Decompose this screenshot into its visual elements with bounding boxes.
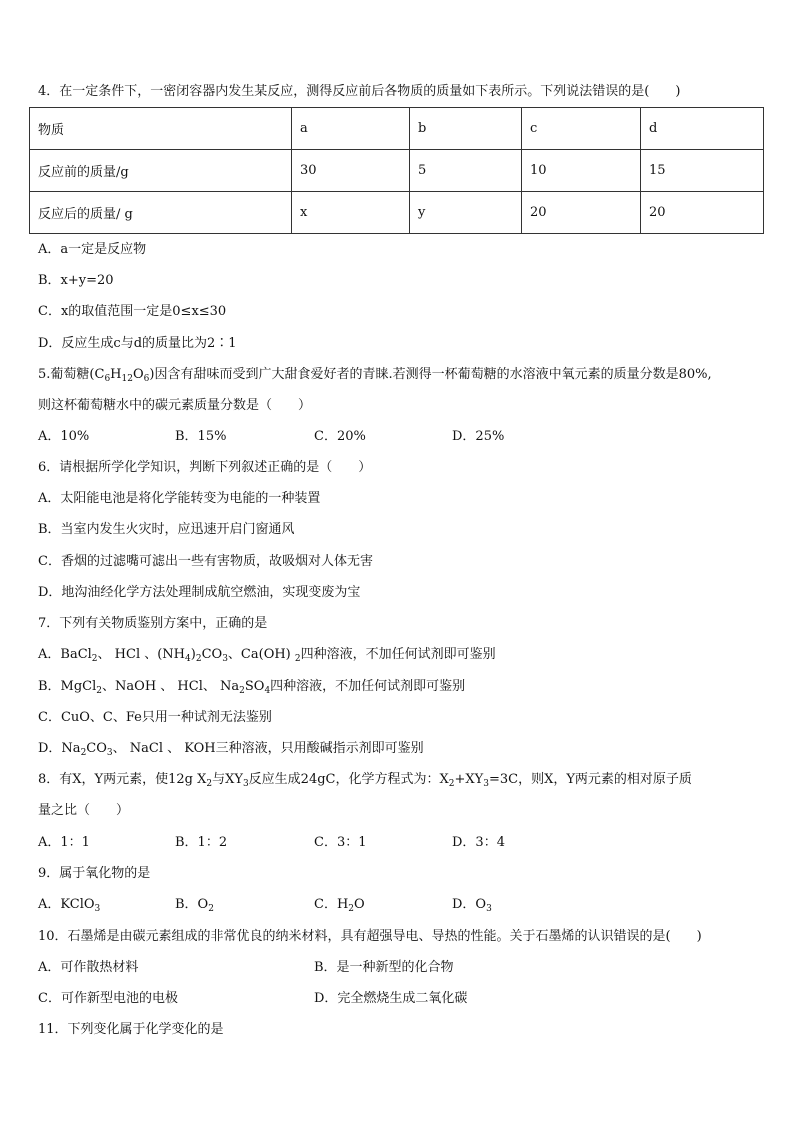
q10-option-d: D．完全燃烧生成二氧化碳 (314, 991, 468, 1006)
q8-option-b: B．1：2 (175, 835, 228, 850)
q9-option-d: D．$O_3$ (452, 897, 492, 914)
table-row (30, 192, 764, 234)
q10-option-a: A．可作散热材料 (38, 960, 139, 975)
q10-option-b: B．是一种新型的化合物 (314, 960, 454, 975)
mass-table (29, 107, 764, 234)
question-5-stem-line2: 则这杯葡萄糖水中的碳元素质量分数是（ ） (38, 398, 312, 413)
q8-option-c: C．3：1 (314, 835, 367, 850)
q6-option-c: C．香烟的过滤嘴可滤出一些有害物质，故吸烟对人体无害 (38, 554, 373, 569)
table-cell: 20 (641, 192, 764, 234)
table-cell: 5 (410, 150, 522, 192)
table-cell: 30 (292, 150, 410, 192)
table-cell: d (641, 108, 764, 150)
question-6-stem: 6．请根据所学化学知识，判断下列叙述正确的是（ ） (38, 460, 372, 475)
q4-option-d: D．反应生成c与d的质量比为2∶1 (38, 336, 237, 351)
table-cell: 20 (522, 192, 641, 234)
table-cell: 10 (522, 150, 641, 192)
table-row (30, 150, 764, 192)
table-cell: 物质 (30, 108, 292, 150)
q9-option-a: A．KClO$_3$ (38, 897, 101, 914)
question-11-stem: 11．下列变化属于化学变化的是 (38, 1022, 224, 1037)
question-8-stem: 8．有X，Y两元素，使12g $X_2$与$XY_3$反应生成24gC，化学方程式为：$X_2+XY_3=3C$，则X，Y两元素的相对原子质 (38, 772, 692, 789)
q8-option-d: D．3：4 (452, 835, 505, 850)
q7-option-b: B．MgCl$_2$、NaOH 、 HCl、 $Na_2SO_4$四种溶液，不加任何试剂即可鉴别 (38, 679, 466, 696)
table-cell: y (410, 192, 522, 234)
q4-option-b: B．x+y=20 (38, 273, 114, 288)
q7-option-d: D．$Na_2CO_3$、 NaCl 、 KOH三种溶液，只用酸碱指示剂即可鉴别 (38, 741, 424, 758)
q7-option-a: A．BaCl$_2$、 HCl 、$(NH_4)_2CO_3$、Ca(OH) $_2$四种溶液，不加任何试剂即可鉴别 (38, 647, 496, 664)
question-8-stem-line2: 量之比（ ） (38, 803, 130, 818)
q5-option-a: A．10% (38, 429, 90, 444)
q5-option-d: D．25% (452, 429, 505, 444)
question-5-stem: 5.葡萄糖$(C_6H_{12}O_6)$因含有甜味而受到广大甜食爱好者的青睐.若测得一杯葡萄糖的水溶液中氧元素的质量分数是80%, (38, 367, 712, 384)
q5-option-c: C．20% (314, 429, 366, 444)
q6-option-a: A．太阳能电池是将化学能转变为电能的一种装置 (38, 491, 321, 506)
q4-option-a: A．a一定是反应物 (38, 242, 147, 257)
table-cell: b (410, 108, 522, 150)
table-cell: 反应前的质量/g (30, 150, 292, 192)
question-4-stem: 4．在一定条件下，一密闭容器内发生某反应，测得反应前后各物质的质量如下表所示。下列说法错误的是( ) (38, 84, 681, 99)
table-cell: a (292, 108, 410, 150)
q10-option-c: C．可作新型电池的电极 (38, 991, 178, 1006)
q5-option-b: B．15% (175, 429, 227, 444)
q9-option-c: C．$H_2O$ (314, 897, 365, 914)
question-7-stem: 7．下列有关物质鉴别方案中，正确的是 (38, 616, 268, 631)
question-10-stem: 10．石墨烯是由碳元素组成的非常优良的纳米材料，具有超强导电、导热的性能。关于石墨烯的认识错误的是( ) (38, 929, 702, 944)
q4-option-c: C．x的取值范围一定是0≤x≤30 (38, 304, 227, 319)
q9-option-b: B．$O_2$ (175, 897, 214, 914)
q6-option-b: B．当室内发生火灾时，应迅速开启门窗通风 (38, 522, 295, 537)
table-cell: 反应后的质量/ g (30, 192, 292, 234)
table-cell: c (522, 108, 641, 150)
table-cell: x (292, 192, 410, 234)
q7-option-c: C．CuO、C、Fe只用一种试剂无法鉴别 (38, 710, 272, 725)
q6-option-d: D．地沟油经化学方法处理制成航空燃油，实现变废为宝 (38, 585, 361, 600)
question-9-stem: 9．属于氧化物的是 (38, 866, 151, 881)
table-header-row (30, 108, 764, 150)
q8-option-a: A．1：1 (38, 835, 90, 850)
table-cell: 15 (641, 150, 764, 192)
